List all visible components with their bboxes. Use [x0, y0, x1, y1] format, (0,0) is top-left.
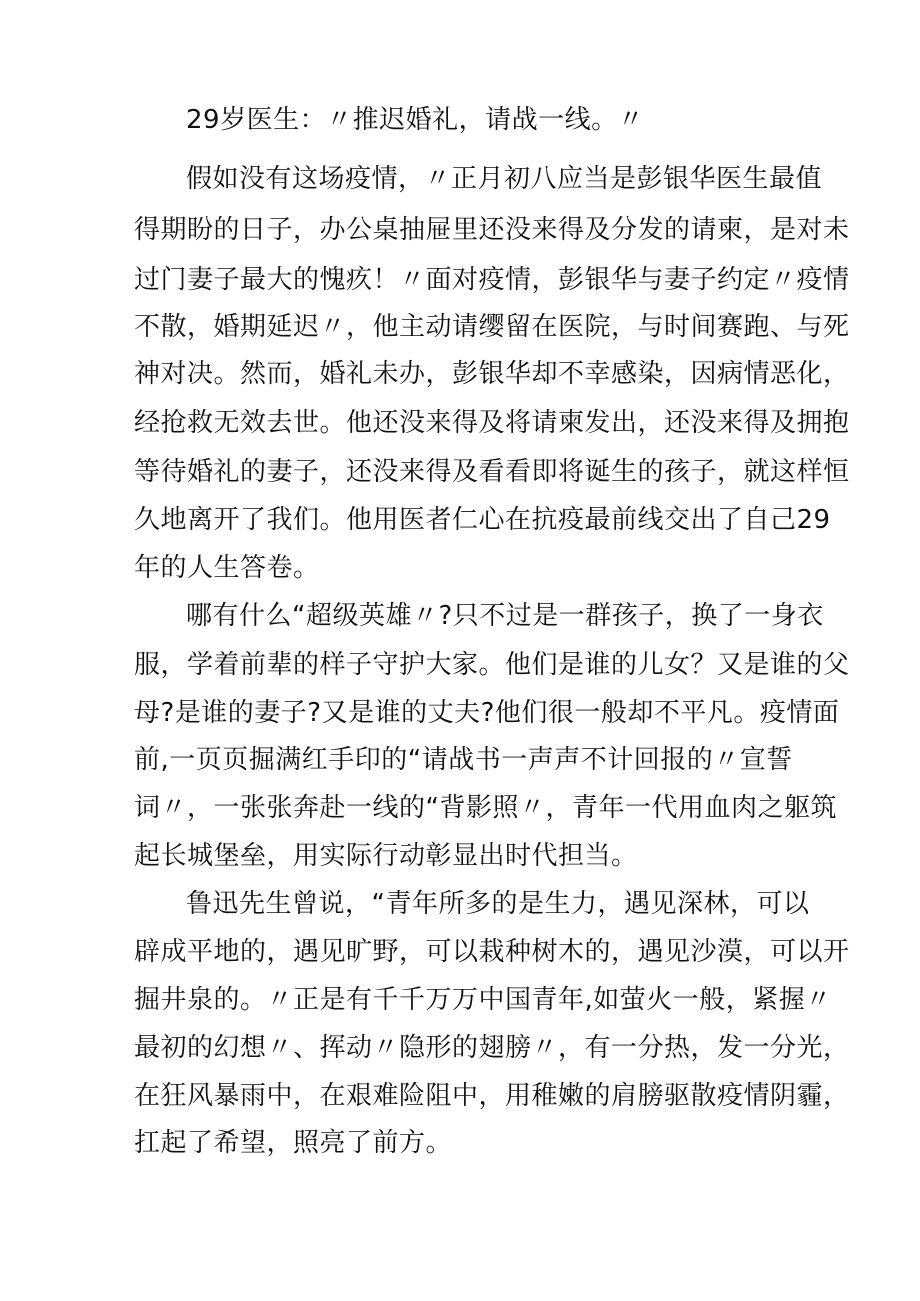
paragraph-1-line-7: 等待婚礼的妻子，还没来得及看看即将诞生的孩子，就这样恒: [134, 457, 850, 487]
paragraph-3-line-2: 辟成平地的，遇见旷野，可以栽种树木的，遇见沙漠，可以开: [134, 937, 850, 967]
paragraph-3-line-1: 鲁迅先生曾说，“青年所多的是生力，遇见深林，可以: [186, 889, 810, 919]
paragraph-2-line-3: 母?是谁的妻子?又是谁的丈夫?他们很一般却不平凡。疫情面: [134, 698, 840, 728]
paragraph-1-line-9: 年的人生答卷。: [134, 553, 320, 583]
paragraph-2-line-5: 词〃，一张张奔赴一线的“背影照〃，青年一代用血肉之躯筑: [134, 793, 837, 823]
paragraph-1-line-3: 过门妻子最大的愧疚！〃面对疫情，彭银华与妻子约定〃疫情: [134, 265, 850, 295]
paragraph-3-line-4: 最初的幻想〃、挥动〃隐形的翅膀〃，有一分热，发一分光，: [134, 1033, 850, 1063]
paragraph-1-line-1: 假如没有这场疫情，〃正月初八应当是彭银华医生最值: [186, 164, 823, 194]
paragraph-1-line-2: 得期盼的日子，办公桌抽屉里还没来得及分发的请柬，是对未: [134, 215, 850, 245]
paragraph-1-line-4: 不散，婚期延迟〃，他主动请缨留在医院，与时间赛跑、与死: [134, 312, 850, 342]
paragraph-2-line-1: 哪有什么“超级英雄〃?只不过是一群孩子，换了一身衣: [186, 601, 824, 631]
document-title: 29岁医生：〃推迟婚礼，请战一线。〃: [186, 105, 645, 135]
paragraph-1-line-5: 神对决。然而，婚礼未办，彭银华却不幸感染，因病情恶化，: [134, 359, 850, 389]
paragraph-3-line-6: 扛起了希望，照亮了前方。: [134, 1128, 453, 1158]
paragraph-3-line-5: 在狂风暴雨中，在艰难险阻中，用稚嫩的肩膀驱散疫情阴霾，: [134, 1081, 850, 1111]
paragraph-1-line-8: 久地离开了我们。他用医者仁心在抗疫最前线交出了自己29: [134, 505, 831, 535]
paragraph-1-line-6: 经抢救无效去世。他还没来得及将请柬发出，还没来得及拥抱: [134, 408, 850, 438]
paragraph-2-line-2: 服，学着前辈的样子守护大家。他们是谁的儿女？又是谁的父: [134, 650, 850, 680]
paragraph-3-line-3: 掘井泉的。〃正是有千千万万中国青年,如萤火一般，紧握〃: [134, 985, 832, 1015]
paragraph-2-line-4: 前,一页页掘满红手印的“请战书一声声不计回报的〃宣誓: [134, 745, 793, 775]
paragraph-2-line-6: 起长城堡垒，用实际行动彰显出时代担当。: [134, 841, 638, 871]
